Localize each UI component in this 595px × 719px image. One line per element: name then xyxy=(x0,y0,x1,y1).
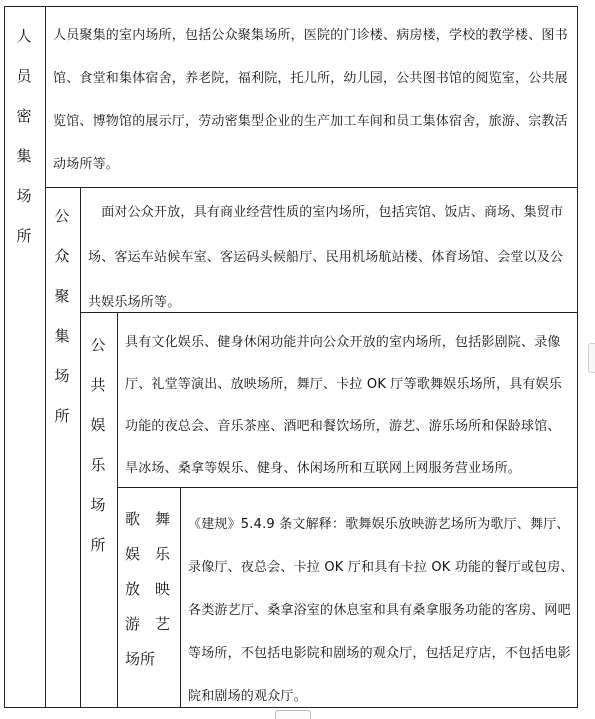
text-public-entertainment-places: 具有文化娱乐、健身休闲功能并向公众开放的室内场所，包括影剧院、录像厅、礼堂等演出、放映场所，舞厅、卡拉 OK 厅等歌舞娱乐场所，具有娱乐功能的夜总会、音乐茶座、酒吧和餐饮场所，游艺、游乐场所和保龄球馆、旱冰场、桑拿等娱乐、健身、休闲场所和互联网上网服务营业场所。 xyxy=(125,335,563,476)
label-public-entertainment-places: 公共娱乐场所 xyxy=(90,336,106,554)
table-border-right xyxy=(577,6,578,707)
label-crowded-places: 人员密集场所 xyxy=(16,27,32,245)
table-border-left xyxy=(4,6,5,707)
dance-label-line-1: 歌 舞 xyxy=(125,510,171,528)
label-dance-entertainment-venues xyxy=(125,502,175,677)
column-divider-4 xyxy=(180,487,181,707)
text-dance-entertainment-venues: 《建规》5.4.9 条文解释：歌舞娱乐放映游艺场所为歌厅、舞厅、录像厅、夜总会、卡拉 OK 厅和具有卡拉 OK 功能的餐厅或包房、各类游艺厅、桑拿浴室的休息室和具有桑拿服务功能的客房、网吧等场所，不包括电影院和剧场的观众厅，包括足疗店，不包括电影院和剧场的观众厅。 xyxy=(188,517,574,704)
column-divider-3 xyxy=(117,312,118,707)
dance-label-line-3: 放 映 xyxy=(125,580,171,598)
dance-label-line-4: 游 艺 xyxy=(125,615,171,633)
text-crowded-places: 人员聚集的室内场所，包括公众聚集场所，医院的门诊楼、病房楼，学校的教学楼、图书馆、食堂和集体宿舍，养老院，福利院，托儿所，幼儿园，公共图书馆的阅览室，公共展览馆、博物馆的展示厅，劳动密集型企业的生产加工车间和员工集体宿舍，旅游、宗教活动场所等。 xyxy=(53,28,568,172)
row-divider-1 xyxy=(45,187,578,188)
column-divider-1 xyxy=(45,6,46,707)
text-public-gathering-places: 面对公众开放，具有商业经营性质的室内场所，包括宾馆、饭店、商场、集贸市场、客运车站候车室、客运码头候船厅、民用机场航站楼、体育场馆、会堂以及公共娱乐场所等。 xyxy=(88,205,564,310)
dance-label-line-5: 场所 xyxy=(125,650,156,668)
dance-label-line-2: 娱 乐 xyxy=(125,545,171,563)
bottom-toolbar-handle[interactable] xyxy=(275,710,311,719)
label-public-gathering-places: 公众聚集场所 xyxy=(54,207,70,425)
table-border-top xyxy=(4,6,578,7)
side-scroll-handle[interactable] xyxy=(588,343,595,373)
column-divider-2 xyxy=(80,187,81,707)
